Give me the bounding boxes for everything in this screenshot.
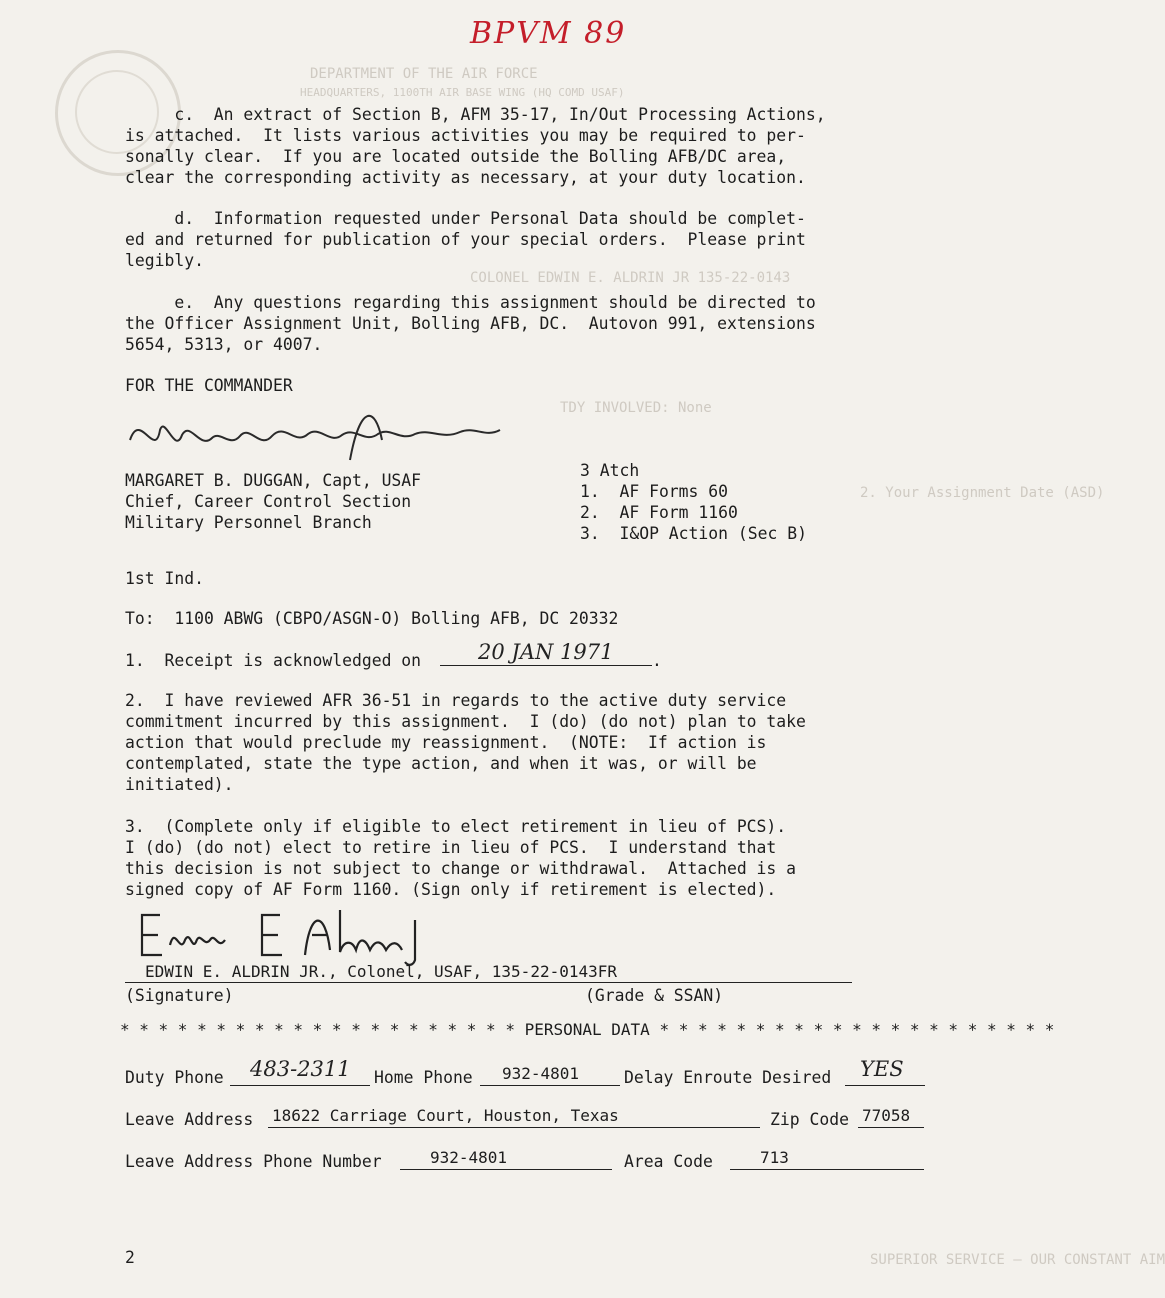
attachment-item: 2. AF Form 1160: [580, 503, 738, 522]
attachment-item: 1. AF Forms 60: [580, 482, 729, 501]
signer-title: Chief, Career Control Section: [125, 492, 412, 511]
text-line: legibly.: [125, 251, 204, 270]
text-line: e. Any questions regarding this assignment should be directed to: [125, 293, 816, 312]
signee-line: EDWIN E. ALDRIN JR., Colonel, USAF, 135-22-0143FR: [145, 962, 618, 981]
leave-phone-label: Leave Address Phone Number: [125, 1152, 382, 1171]
leave-phone-value: 932-4801: [430, 1148, 508, 1167]
delay-enroute-line: [845, 1085, 925, 1086]
ghost-text: TDY INVOLVED: None: [560, 400, 712, 416]
text-line: the Officer Assignment Unit, Bolling AFB, DC. Autovon 991, extensions: [125, 314, 816, 333]
personal-data-heading: * * * * * * * * * * * * * * * * * * * * * PERSONAL DATA * * * * * * * * * * * * * * * * * * * * *: [120, 1020, 1055, 1039]
text-line: d. Information requested under Personal Data should be complet-: [125, 209, 806, 228]
duty-phone-label: Duty Phone: [125, 1068, 224, 1087]
signature-aldrin: [130, 900, 450, 970]
leave-address-line: [268, 1127, 760, 1128]
leave-address-label: Leave Address: [125, 1110, 254, 1129]
delay-enroute-label: Delay Enroute Desired: [624, 1068, 832, 1087]
text-line: c. An extract of Section B, AFM 35-17, In/Out Processing Actions,: [125, 105, 826, 124]
home-phone-line: [480, 1085, 620, 1086]
attachment-item: 3. I&OP Action (Sec B): [580, 524, 807, 543]
area-code-value: 713: [760, 1148, 789, 1167]
receipt-date-line: [440, 665, 652, 666]
signature-duggan: [120, 400, 520, 475]
leave-phone-line: [400, 1169, 612, 1170]
text-line: contemplated, state the type action, and when it was, or will be: [125, 754, 757, 773]
home-phone-label: Home Phone: [374, 1068, 473, 1087]
text-line: signed copy of AF Form 1160. (Sign only if retirement is elected).: [125, 880, 777, 899]
text-line: 5654, 5313, or 4007.: [125, 335, 323, 354]
text-line: I (do) (do not) elect to retire in lieu of PCS. I understand that: [125, 838, 777, 857]
text-line: 3. (Complete only if eligible to elect retirement in lieu of PCS).: [125, 817, 787, 836]
zip-code-line: [858, 1127, 924, 1128]
duty-phone-value: 483-2311: [250, 1057, 351, 1081]
text-line: action that would preclude my reassignment. (NOTE: If action is: [125, 733, 767, 752]
text-line: commitment incurred by this assignment. I (do) (do not) plan to take: [125, 712, 806, 731]
attachments-heading: 3 Atch: [580, 461, 640, 480]
text-line: ed and returned for publication of your special orders. Please print: [125, 230, 806, 249]
signature-line: [125, 982, 852, 983]
closing-for-commander: FOR THE COMMANDER: [125, 376, 293, 395]
leave-address-value: 18622 Carriage Court, Houston, Texas: [272, 1106, 619, 1125]
zip-code-label: Zip Code: [770, 1110, 849, 1129]
text-line: initiated).: [125, 775, 234, 794]
ghost-text: HEADQUARTERS, 1100TH AIR BASE WING (HQ COMD USAF): [300, 86, 625, 99]
ghost-text: COLONEL EDWIN E. ALDRIN JR 135-22-0143: [470, 270, 791, 286]
area-code-line: [730, 1169, 924, 1170]
signer-name: MARGARET B. DUGGAN, Capt, USAF: [125, 471, 422, 490]
ghost-text: SUPERIOR SERVICE – OUR CONSTANT AIM: [870, 1252, 1165, 1268]
text-line: 2. I have reviewed AFR 36-51 in regards to the active duty service: [125, 691, 787, 710]
ghost-text: 2. Your Assignment Date (ASD): [860, 485, 1105, 501]
receipt-text: 1. Receipt is acknowledged on: [125, 651, 422, 670]
text-line: sonally clear. If you are located outside the Bolling AFB/DC area,: [125, 147, 787, 166]
handwritten-code: BPVM 89: [470, 16, 627, 51]
zip-code-value: 77058: [862, 1106, 911, 1125]
text-line: this decision is not subject to change or withdrawal. Attached is a: [125, 859, 797, 878]
signer-branch: Military Personnel Branch: [125, 513, 372, 532]
page-number: 2: [125, 1248, 135, 1267]
ghost-text: DEPARTMENT OF THE AIR FORCE: [310, 66, 538, 82]
text-line: is attached. It lists various activities you may be required to per-: [125, 126, 806, 145]
indorsement-to: To: 1100 ABWG (CBPO/ASGN-O) Bolling AFB, DC 20332: [125, 609, 619, 628]
duty-phone-line: [230, 1085, 370, 1086]
delay-enroute-value: YES: [860, 1057, 904, 1081]
signature-label: (Signature): [125, 986, 234, 1005]
grade-ssan-label: (Grade & SSAN): [585, 986, 724, 1005]
home-phone-value: 932-4801: [502, 1064, 580, 1083]
indorsement-heading: 1st Ind.: [125, 569, 204, 588]
area-code-label: Area Code: [624, 1152, 713, 1171]
receipt-date: 20 JAN 1971: [478, 640, 614, 664]
text-line: clear the corresponding activity as necessary, at your duty location.: [125, 168, 806, 187]
text-line: .: [652, 651, 662, 670]
